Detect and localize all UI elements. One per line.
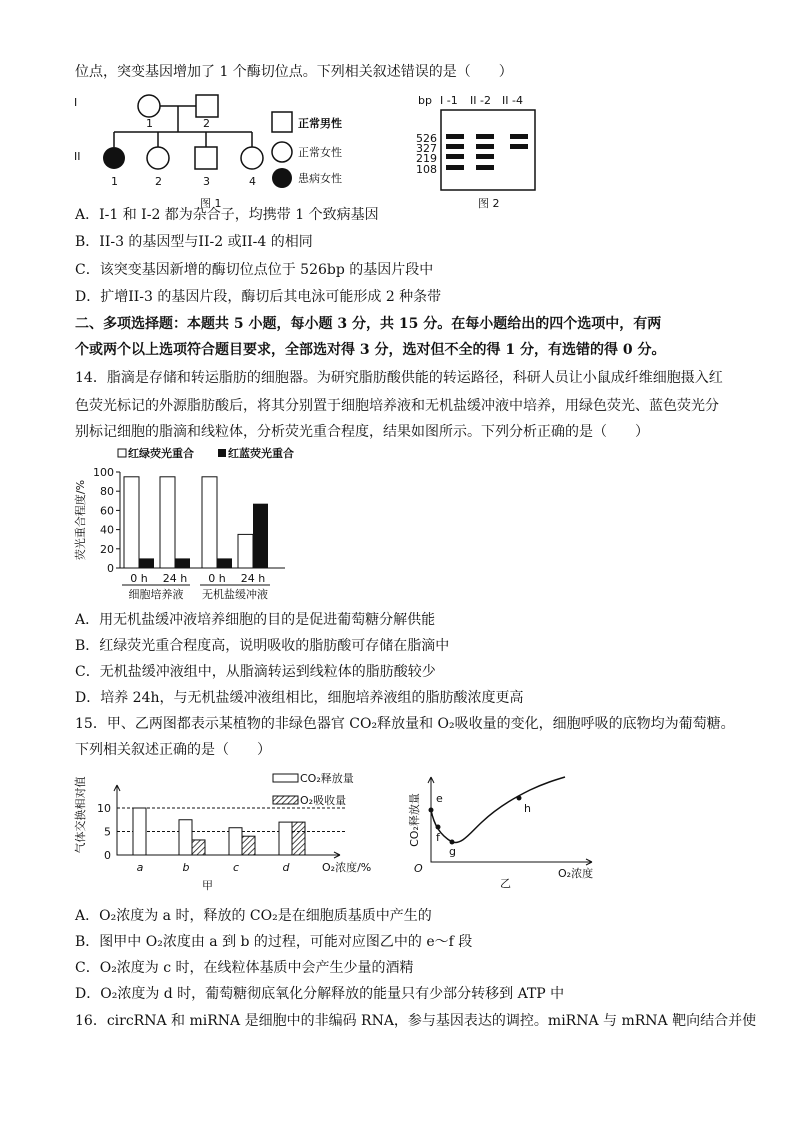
q14-line-3: 别标记细胞的脂滴和线粒体，分析荧光重合程度，结果如图所示。下列分析正确的是（ ） (75, 424, 649, 440)
group-label: 无机盐缓冲液 (202, 588, 268, 601)
curve-point (450, 840, 455, 845)
bar-co2-release (279, 822, 292, 855)
y-tick-label: 40 (100, 523, 114, 537)
size-219: 219 (416, 152, 437, 165)
q14-option-b: B．红绿荧光重合程度高，说明吸收的脂肪酸可存储在脂滴中 (75, 638, 450, 654)
y-axis-label: 荧光重合程度/% (74, 479, 87, 561)
q15-option-b: B．图甲中 O₂浓度由 a 到 b 的过程，可能对应图乙中的 e～f 段 (75, 934, 473, 950)
x-axis-label: O₂浓度 (558, 867, 594, 880)
curve-point (429, 808, 434, 813)
bar-co2-release (133, 808, 146, 855)
fig2-caption: 图 2 (478, 197, 500, 210)
q14-option-d: D．培养 24h，与无机盐缓冲液组相比，细胞培养液组的脂肪酸浓度更高 (75, 690, 524, 706)
chart-title: 乙 (500, 877, 511, 890)
bar-red-green (238, 534, 253, 568)
q15-option-c: C．O₂浓度为 c 时，在线粒体基质中会产生少量的酒精 (75, 960, 414, 976)
legend-swatch-red-blue (218, 449, 226, 457)
ii4-number: 4 (249, 175, 256, 188)
q14-line-2: 色荧光标记的外源脂肪酸后，将其分别置于细胞培养液和无机盐缓冲液中培养，用绿色荧光、蓝色荧光分 (75, 398, 719, 414)
point-label: g (449, 845, 456, 858)
legend-normal-male: 正常男性 (298, 117, 342, 130)
q14-line-1: 14．脂滴是存储和转运脂肪的细胞器。为研究脂肪酸供能的转运路径，科研人员让小鼠成纤维细胞摄入红 (75, 370, 723, 386)
origin-label: O (414, 862, 423, 875)
legend-affected-icon (272, 168, 292, 188)
q16-line-1: 16．circRNA 和 miRNA 是细胞中的非编码 RNA，参与基因表达的调控。miRNA 与 mRNA 靶向结合并使 (75, 1013, 757, 1029)
co2-release-curve-yi (400, 755, 610, 895)
ii3-male (195, 147, 217, 169)
size-327: 327 (416, 142, 437, 155)
x-axis-label: O₂浓度/% (322, 861, 372, 874)
group-label: 细胞培养液 (128, 588, 184, 601)
gel-band (446, 165, 464, 170)
bar-red-green (124, 477, 139, 568)
fluorescence-bar-chart (60, 440, 320, 605)
bar-red-blue (253, 504, 268, 568)
point-label: f (436, 831, 440, 844)
y-tick-label: 0 (107, 562, 114, 575)
i1-number: 1 (146, 117, 153, 130)
lane-label-ii2: II -2 (470, 94, 491, 107)
ii3-number: 3 (203, 175, 210, 188)
bar-red-blue (175, 558, 190, 568)
legend-red-blue: 红蓝荧光重合 (228, 447, 294, 460)
ii2-number: 2 (155, 175, 162, 188)
legend-normal-female: 正常女性 (298, 146, 342, 159)
section-heading-line-1: 二、多项选择题：本题共 5 小题，每小题 3 分，共 15 分。在每小题给出的四个选项中，有两 (75, 316, 662, 332)
q14-option-c: C．无机盐缓冲液组中，从脂滴转运到线粒体的脂肪酸较少 (75, 664, 436, 680)
gel-band (476, 134, 494, 139)
q15-option-d: D．O₂浓度为 d 时，葡萄糖彻底氧化分解释放的能量只有少部分转移到 ATP 中 (75, 986, 565, 1002)
gel-band (510, 134, 528, 139)
x-category-label: d (282, 861, 290, 874)
pedigree-lines (114, 106, 252, 147)
gel-box (441, 110, 535, 190)
electrophoresis-figure-2 (410, 82, 550, 212)
i2-number: 2 (203, 117, 210, 130)
legend-red-green: 红绿荧光重合 (128, 447, 194, 460)
gel-band (446, 134, 464, 139)
gel-band (476, 165, 494, 170)
gel-band (476, 154, 494, 159)
gel-band (446, 154, 464, 159)
y-tick-label: 60 (100, 504, 114, 518)
gen-1-label: I (74, 96, 78, 109)
bar-red-green (160, 477, 175, 568)
curve-point (517, 796, 522, 801)
q14-option-a: A．用无机盐缓冲液培养细胞的目的是促进葡萄糖分解供能 (75, 612, 436, 628)
legend-female-icon (272, 142, 292, 162)
lane-label-i1: I -1 (440, 94, 458, 107)
ii1-affected-female (103, 147, 125, 169)
legend-co2: CO₂释放量 (300, 772, 354, 785)
gen-2-label: II (74, 150, 81, 163)
bar-o2-uptake (242, 836, 255, 855)
y-tick-label: 80 (100, 485, 114, 499)
y-tick-label: 20 (100, 542, 114, 556)
q13-option-b: B．II-3 的基因型与II-2 或II-4 的相同 (75, 234, 313, 250)
y-tick-label: 0 (104, 849, 111, 862)
bar-red-blue (139, 558, 154, 568)
y-axis-label: 气体交换相对值 (74, 776, 87, 854)
legend-swatch-o2 (273, 796, 298, 804)
intro-line: 位点，突变基因增加了 1 个酶切位点。下列相关叙述错误的是（ ） (75, 64, 513, 80)
q13-option-d: D．扩增II-3 的基因片段，酶切后其电泳可能形成 2 种条带 (75, 289, 442, 305)
gel-band (476, 144, 494, 149)
ii1-number: 1 (111, 175, 118, 188)
ii2-female (147, 147, 169, 169)
bar-o2-uptake (292, 822, 305, 855)
pedigree-figure-1 (60, 82, 380, 212)
fig1-caption: 图 1 (200, 197, 222, 210)
gel-band (446, 144, 464, 149)
y-tick-label: 5 (104, 825, 111, 839)
legend-o2: O₂吸收量 (300, 794, 347, 807)
x-category-label: 0 h (208, 572, 226, 585)
bar-red-blue (217, 558, 232, 568)
bar-co2-release (179, 820, 192, 855)
legend-male-icon (272, 112, 292, 132)
x-category-label: c (232, 861, 240, 874)
section-heading-line-2: 个或两个以上选项符合题目要求，全部选对得 3 分，选对但不全的得 1 分，有选错的得 0 分。 (75, 342, 666, 358)
x-category-label: b (182, 861, 190, 874)
x-category-label: a (136, 861, 144, 874)
q15-line-1: 15．甲、乙两图都表示某植物的非绿色器官 CO₂释放量和 O₂吸收量的变化，细胞呼吸的底物均为葡萄糖。 (75, 716, 735, 732)
x-category-label: 24 h (162, 572, 188, 585)
lane-label-ii4: II -4 (502, 94, 523, 107)
ii4-female (241, 147, 263, 169)
co2-curve (431, 777, 565, 842)
y-axis-label: CO₂释放量 (408, 793, 421, 847)
bar-red-green (202, 477, 217, 568)
size-526: 526 (416, 132, 437, 145)
curve-point (436, 825, 441, 830)
i1-female (138, 95, 160, 117)
y-tick-label: 10 (97, 802, 111, 815)
size-108: 108 (416, 163, 437, 176)
bar-o2-uptake (192, 840, 205, 855)
y-tick-label: 100 (93, 466, 114, 479)
q15-option-a: A．O₂浓度为 a 时，释放的 CO₂是在细胞质基质中产生的 (75, 908, 432, 924)
q13-option-a: A．I-1 和 I-2 都为杂合子，均携带 1 个致病基因 (75, 207, 379, 223)
gel-band (510, 144, 528, 149)
q13-option-c: C．该突变基因新增的酶切位点位于 526bp 的基因片段中 (75, 262, 434, 278)
i2-male (196, 95, 218, 117)
legend-affected-female: 患病女性 (298, 172, 342, 185)
chart-title: 甲 (202, 879, 213, 892)
x-category-label: 24 h (240, 572, 266, 585)
point-label: e (436, 792, 443, 805)
x-category-label: 0 h (130, 572, 148, 585)
q15-line-2: 下列相关叙述正确的是（ ） (75, 742, 271, 758)
legend-swatch-red-green (118, 449, 126, 457)
gas-exchange-bar-chart-jia (70, 755, 390, 895)
point-label: h (524, 802, 531, 815)
bar-co2-release (229, 828, 242, 855)
legend-swatch-co2 (273, 774, 298, 782)
bp-label: bp (418, 94, 432, 107)
